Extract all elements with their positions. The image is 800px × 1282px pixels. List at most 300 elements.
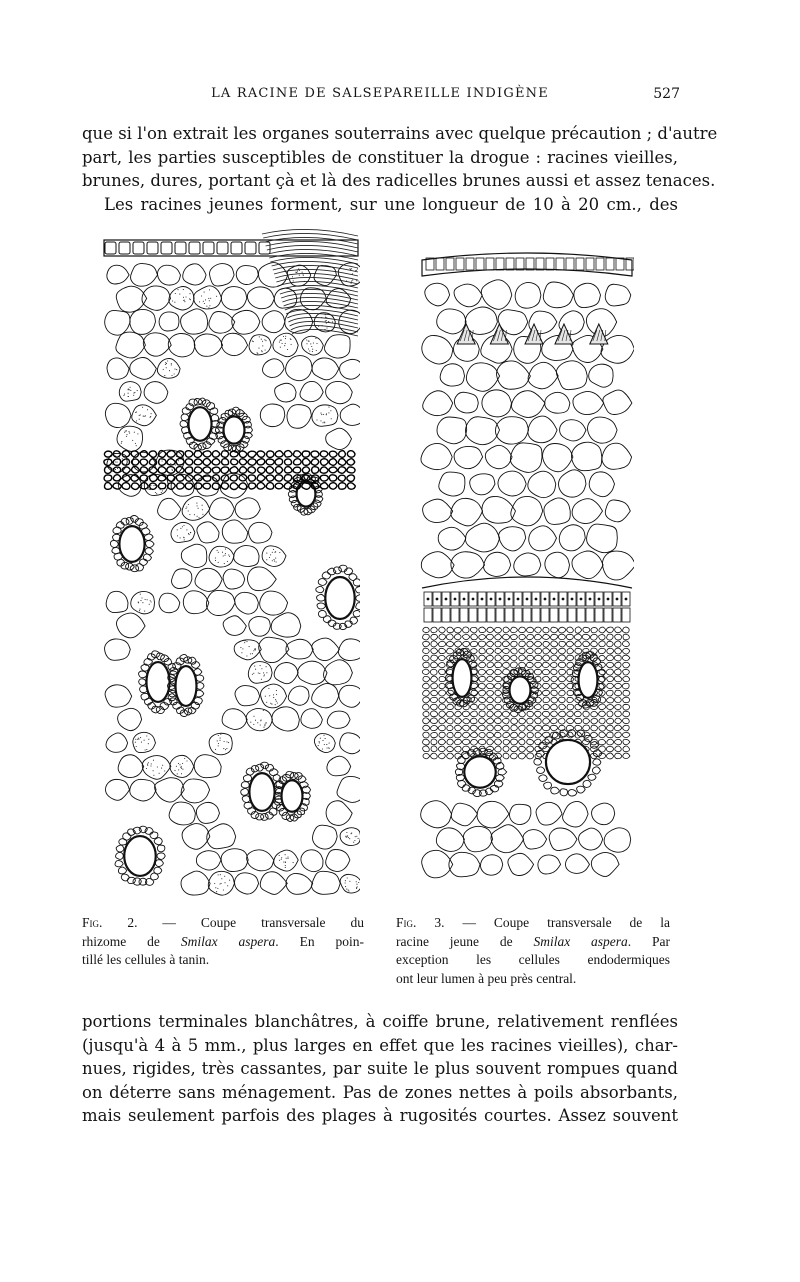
cell: [588, 417, 618, 443]
cell: [583, 627, 590, 632]
cell: [349, 574, 357, 581]
vessel: [119, 526, 144, 562]
cell: [317, 594, 326, 601]
cell: [439, 690, 446, 696]
cell: [221, 467, 229, 473]
cell: [115, 861, 123, 867]
cell: [167, 467, 175, 474]
cell: [591, 641, 598, 646]
cell: [438, 739, 445, 745]
cell: [356, 586, 361, 592]
cell: [487, 662, 494, 668]
cell: [479, 635, 486, 640]
text-line: que si l'on extrait les organes souterrains avec quelque précaution ; d'autre: [82, 124, 718, 143]
cell: [605, 284, 631, 306]
cell: [338, 475, 345, 481]
cell: [470, 641, 477, 646]
cell: [479, 627, 486, 633]
cell: [302, 336, 324, 355]
cell: [529, 526, 557, 551]
cell: [431, 725, 438, 730]
cell: [502, 641, 509, 647]
cell: [440, 364, 464, 386]
cell: [421, 801, 452, 828]
cell: [542, 690, 550, 696]
cell: [185, 451, 193, 458]
cell: [495, 697, 502, 703]
cell: [169, 802, 195, 825]
cell: [259, 242, 270, 254]
cell: [439, 648, 446, 653]
cell: [487, 732, 494, 737]
cell: [439, 634, 446, 640]
cell: [288, 686, 309, 705]
cell: [495, 634, 502, 640]
cell: [595, 608, 603, 622]
cell: [519, 648, 525, 654]
cell: [566, 641, 574, 647]
cell: [510, 662, 517, 668]
cell: [347, 475, 355, 481]
cell: [495, 662, 502, 668]
cell: [220, 473, 248, 498]
cell: [300, 381, 323, 401]
cell: [423, 739, 430, 745]
cell: [481, 855, 503, 875]
cell: [345, 621, 352, 628]
cell: [503, 655, 510, 661]
cell: [495, 676, 502, 681]
cell: [602, 551, 634, 580]
striation: [264, 237, 358, 244]
vessel: [282, 780, 303, 812]
cell: [447, 725, 453, 730]
cell: [471, 649, 478, 654]
cell: [495, 641, 501, 646]
cell: [132, 452, 155, 472]
cell: [615, 627, 622, 633]
cell: [599, 635, 605, 640]
text-line: part, les parties susceptibles de constituer la drogue : racines vieilles,: [82, 147, 678, 167]
cell-pattern: [104, 229, 360, 895]
cell: [615, 690, 622, 695]
cell: [451, 552, 485, 578]
cell: [476, 258, 484, 270]
cell: [560, 420, 586, 441]
cell: [132, 467, 140, 473]
cell: [423, 690, 430, 696]
lumen: [544, 598, 547, 601]
cell: [543, 443, 573, 471]
cell: [298, 661, 327, 684]
cell: [573, 391, 604, 414]
cell: [623, 711, 630, 717]
cell: [607, 711, 613, 717]
lumen: [508, 598, 511, 601]
cell: [567, 711, 574, 717]
cell: [479, 718, 486, 724]
cell: [591, 719, 598, 724]
cell: [217, 242, 228, 254]
cell: [287, 405, 311, 429]
cell: [338, 459, 346, 466]
cell: [567, 697, 574, 702]
cell: [267, 451, 274, 458]
cell: [588, 774, 596, 780]
cell: [133, 878, 141, 885]
cell: [495, 417, 528, 444]
cell: [130, 565, 138, 572]
cell: [213, 475, 220, 482]
cell: [499, 527, 526, 551]
cell: [209, 311, 235, 333]
cell: [495, 669, 502, 674]
cell: [470, 718, 477, 724]
cell: [477, 801, 509, 828]
cell: [567, 704, 574, 710]
cell: [221, 333, 247, 355]
figure-2-caption: [82, 914, 364, 970]
cell: [329, 483, 337, 489]
cell: [558, 718, 565, 724]
cell: [622, 627, 629, 633]
cell: [340, 359, 360, 379]
cell: [558, 676, 565, 682]
cell: [454, 392, 478, 413]
cell: [239, 475, 247, 481]
cell: [582, 634, 590, 640]
cell: [206, 590, 235, 615]
cell: [535, 641, 542, 646]
cell: [519, 725, 526, 731]
cell: [543, 282, 573, 308]
cell: [527, 711, 534, 717]
lumen: [454, 598, 457, 601]
cell: [139, 679, 146, 686]
cell: [140, 451, 148, 457]
cell: [465, 523, 499, 552]
cell: [430, 711, 437, 717]
cell: [607, 739, 614, 745]
cell: [478, 641, 485, 647]
cell: [495, 655, 502, 661]
cell: [158, 467, 166, 474]
cell: [246, 709, 272, 731]
vessel: [188, 407, 211, 441]
cell: [147, 242, 158, 254]
cell: [423, 676, 430, 682]
cell: [248, 475, 255, 481]
cell: [274, 663, 298, 684]
cell: [322, 572, 331, 579]
cell: [235, 592, 259, 614]
cell: [105, 242, 116, 254]
cell: [248, 459, 256, 465]
cell: [327, 711, 350, 728]
cell: [559, 655, 566, 661]
cell: [510, 443, 542, 473]
cell: [249, 522, 272, 543]
cell: [487, 746, 494, 751]
cell: [203, 459, 211, 466]
caption-line: — Coupe transversale de la: [462, 915, 670, 930]
cell: [350, 617, 358, 624]
cell: [326, 381, 353, 403]
cell: [479, 676, 486, 682]
cell: [606, 655, 613, 661]
cell: [623, 704, 630, 710]
cell: [515, 282, 541, 308]
cell: [241, 788, 249, 795]
vessel: [546, 740, 590, 784]
cell: [543, 676, 550, 681]
vessel: [464, 756, 496, 788]
cell: [433, 608, 441, 622]
cell: [527, 634, 534, 639]
cell: [230, 483, 238, 490]
cell: [539, 775, 547, 782]
cell: [470, 627, 477, 632]
cell: [583, 711, 590, 717]
cell: [284, 451, 292, 458]
cell: [180, 421, 188, 428]
cell: [455, 725, 462, 731]
cell: [144, 382, 168, 404]
cell: [470, 725, 477, 731]
cell: [527, 641, 534, 647]
cell: [535, 732, 542, 737]
cell: [176, 459, 184, 466]
cell: [185, 467, 192, 473]
cell: [526, 258, 534, 270]
cell: [222, 709, 247, 730]
cell: [257, 451, 265, 457]
cell: [447, 648, 454, 654]
cell: [543, 683, 550, 689]
cell: [247, 287, 274, 309]
cell: [447, 739, 454, 745]
cell: [142, 756, 171, 780]
cell: [623, 648, 630, 654]
figure-2-label: Fig. 2.: [82, 915, 138, 930]
cell: [458, 780, 466, 787]
cell: [498, 471, 526, 496]
cell: [258, 263, 287, 288]
cell: [327, 568, 335, 575]
cell: [577, 608, 585, 622]
cell: [551, 718, 558, 724]
page-number: 527: [653, 86, 680, 102]
cell: [437, 309, 466, 334]
cell: [487, 697, 494, 703]
cell: [158, 483, 165, 489]
cell: [514, 553, 541, 576]
cell: [122, 483, 130, 490]
cell: [421, 552, 454, 578]
cell: [623, 718, 630, 723]
cell: [451, 498, 483, 525]
cell: [223, 569, 245, 589]
cell: [607, 676, 614, 681]
cell: [150, 832, 158, 839]
cell: [312, 871, 341, 894]
cell: [502, 711, 509, 717]
cell: [614, 725, 622, 731]
cell: [149, 483, 157, 489]
cell: [615, 662, 621, 668]
cell: [615, 697, 622, 703]
cell: [320, 467, 328, 473]
cell: [494, 732, 501, 737]
cell: [574, 711, 581, 716]
cell: [606, 662, 614, 667]
cell: [559, 470, 587, 497]
cell: [599, 704, 606, 710]
cell: [584, 735, 592, 742]
cell: [487, 718, 494, 724]
cell: [301, 850, 323, 872]
striation: [291, 325, 358, 332]
cell: [423, 725, 430, 730]
cell: [266, 483, 273, 490]
cell: [454, 284, 482, 307]
cell: [607, 641, 614, 647]
vessel: [510, 676, 531, 703]
cell: [454, 627, 461, 632]
vessel: [453, 659, 472, 697]
cell: [615, 683, 622, 688]
cell: [131, 483, 139, 490]
cell: [622, 655, 629, 660]
cell: [194, 755, 221, 778]
cell: [463, 641, 470, 646]
cell: [122, 459, 129, 465]
cell: [543, 655, 550, 661]
cell: [422, 850, 453, 878]
cell: [519, 655, 526, 661]
cell: [495, 690, 502, 695]
cell: [469, 608, 477, 622]
cell: [423, 655, 430, 661]
cell: [622, 683, 629, 689]
cell: [623, 725, 630, 731]
cell: [454, 634, 461, 640]
lumen: [535, 598, 538, 601]
cell: [431, 634, 438, 640]
cell: [599, 726, 606, 731]
cell: [353, 579, 360, 586]
cell: [423, 634, 430, 640]
cell: [222, 520, 248, 543]
cell: [221, 483, 228, 489]
cell: [302, 458, 310, 465]
cell: [116, 522, 124, 529]
cell: [247, 850, 274, 871]
cell: [479, 697, 486, 702]
cell: [113, 475, 121, 481]
cell: [598, 739, 606, 744]
figure-2-rhizome-section-drawing: [102, 226, 360, 896]
cell: [538, 855, 561, 874]
cell: [235, 873, 259, 894]
cell: [130, 779, 156, 801]
cell: [207, 824, 236, 849]
cell: [535, 655, 543, 660]
cell: [118, 867, 126, 874]
cell: [599, 641, 606, 647]
cell: [556, 361, 587, 390]
lumen: [562, 598, 565, 601]
cell: [245, 242, 256, 254]
cell: [481, 280, 511, 310]
cell: [543, 627, 549, 633]
cell: [613, 608, 621, 622]
lumen: [436, 598, 439, 601]
cell: [532, 608, 540, 622]
cell: [623, 697, 630, 702]
cell: [155, 778, 185, 802]
cell: [423, 753, 430, 758]
cell: [271, 613, 301, 637]
cell: [423, 499, 453, 522]
cell: [549, 828, 577, 851]
cell: [113, 483, 121, 489]
cell: [478, 739, 486, 744]
cell: [183, 264, 206, 285]
cell: [546, 258, 554, 270]
cell: [623, 634, 629, 640]
cell: [534, 704, 541, 709]
cell: [484, 552, 511, 576]
cell: [495, 627, 502, 633]
cell: [542, 725, 550, 730]
caption-line: racine jeune de Smilax aspera. Par: [396, 933, 670, 949]
cell: [329, 459, 337, 466]
cell: [559, 608, 567, 622]
cell: [447, 746, 454, 751]
cell: [527, 718, 534, 724]
cell: [312, 467, 319, 474]
cell: [523, 830, 547, 850]
cell: [239, 451, 247, 457]
cell: [212, 451, 219, 457]
cell: [534, 725, 541, 731]
cell: [541, 608, 549, 622]
cell: [105, 310, 131, 335]
cell: [487, 711, 494, 717]
striation: [266, 241, 358, 248]
cell: [241, 782, 249, 788]
cell: [542, 662, 549, 667]
cell: [509, 804, 530, 824]
cell: [431, 690, 438, 695]
cell: [275, 383, 296, 402]
cell: [447, 627, 454, 633]
cell: [514, 608, 522, 622]
cell: [260, 872, 287, 895]
cell: [527, 655, 534, 661]
cell: [235, 498, 260, 519]
cell: [535, 739, 542, 745]
cell: [527, 753, 534, 759]
cell: [266, 475, 274, 481]
cell: [176, 467, 184, 473]
cell: [167, 451, 175, 458]
text-line: (jusqu'à 4 à 5 mm., plus larges en effet que les racines vieilles), char-: [82, 1035, 678, 1055]
cell: [347, 451, 355, 458]
cell: [471, 739, 478, 745]
cell: [105, 639, 131, 660]
